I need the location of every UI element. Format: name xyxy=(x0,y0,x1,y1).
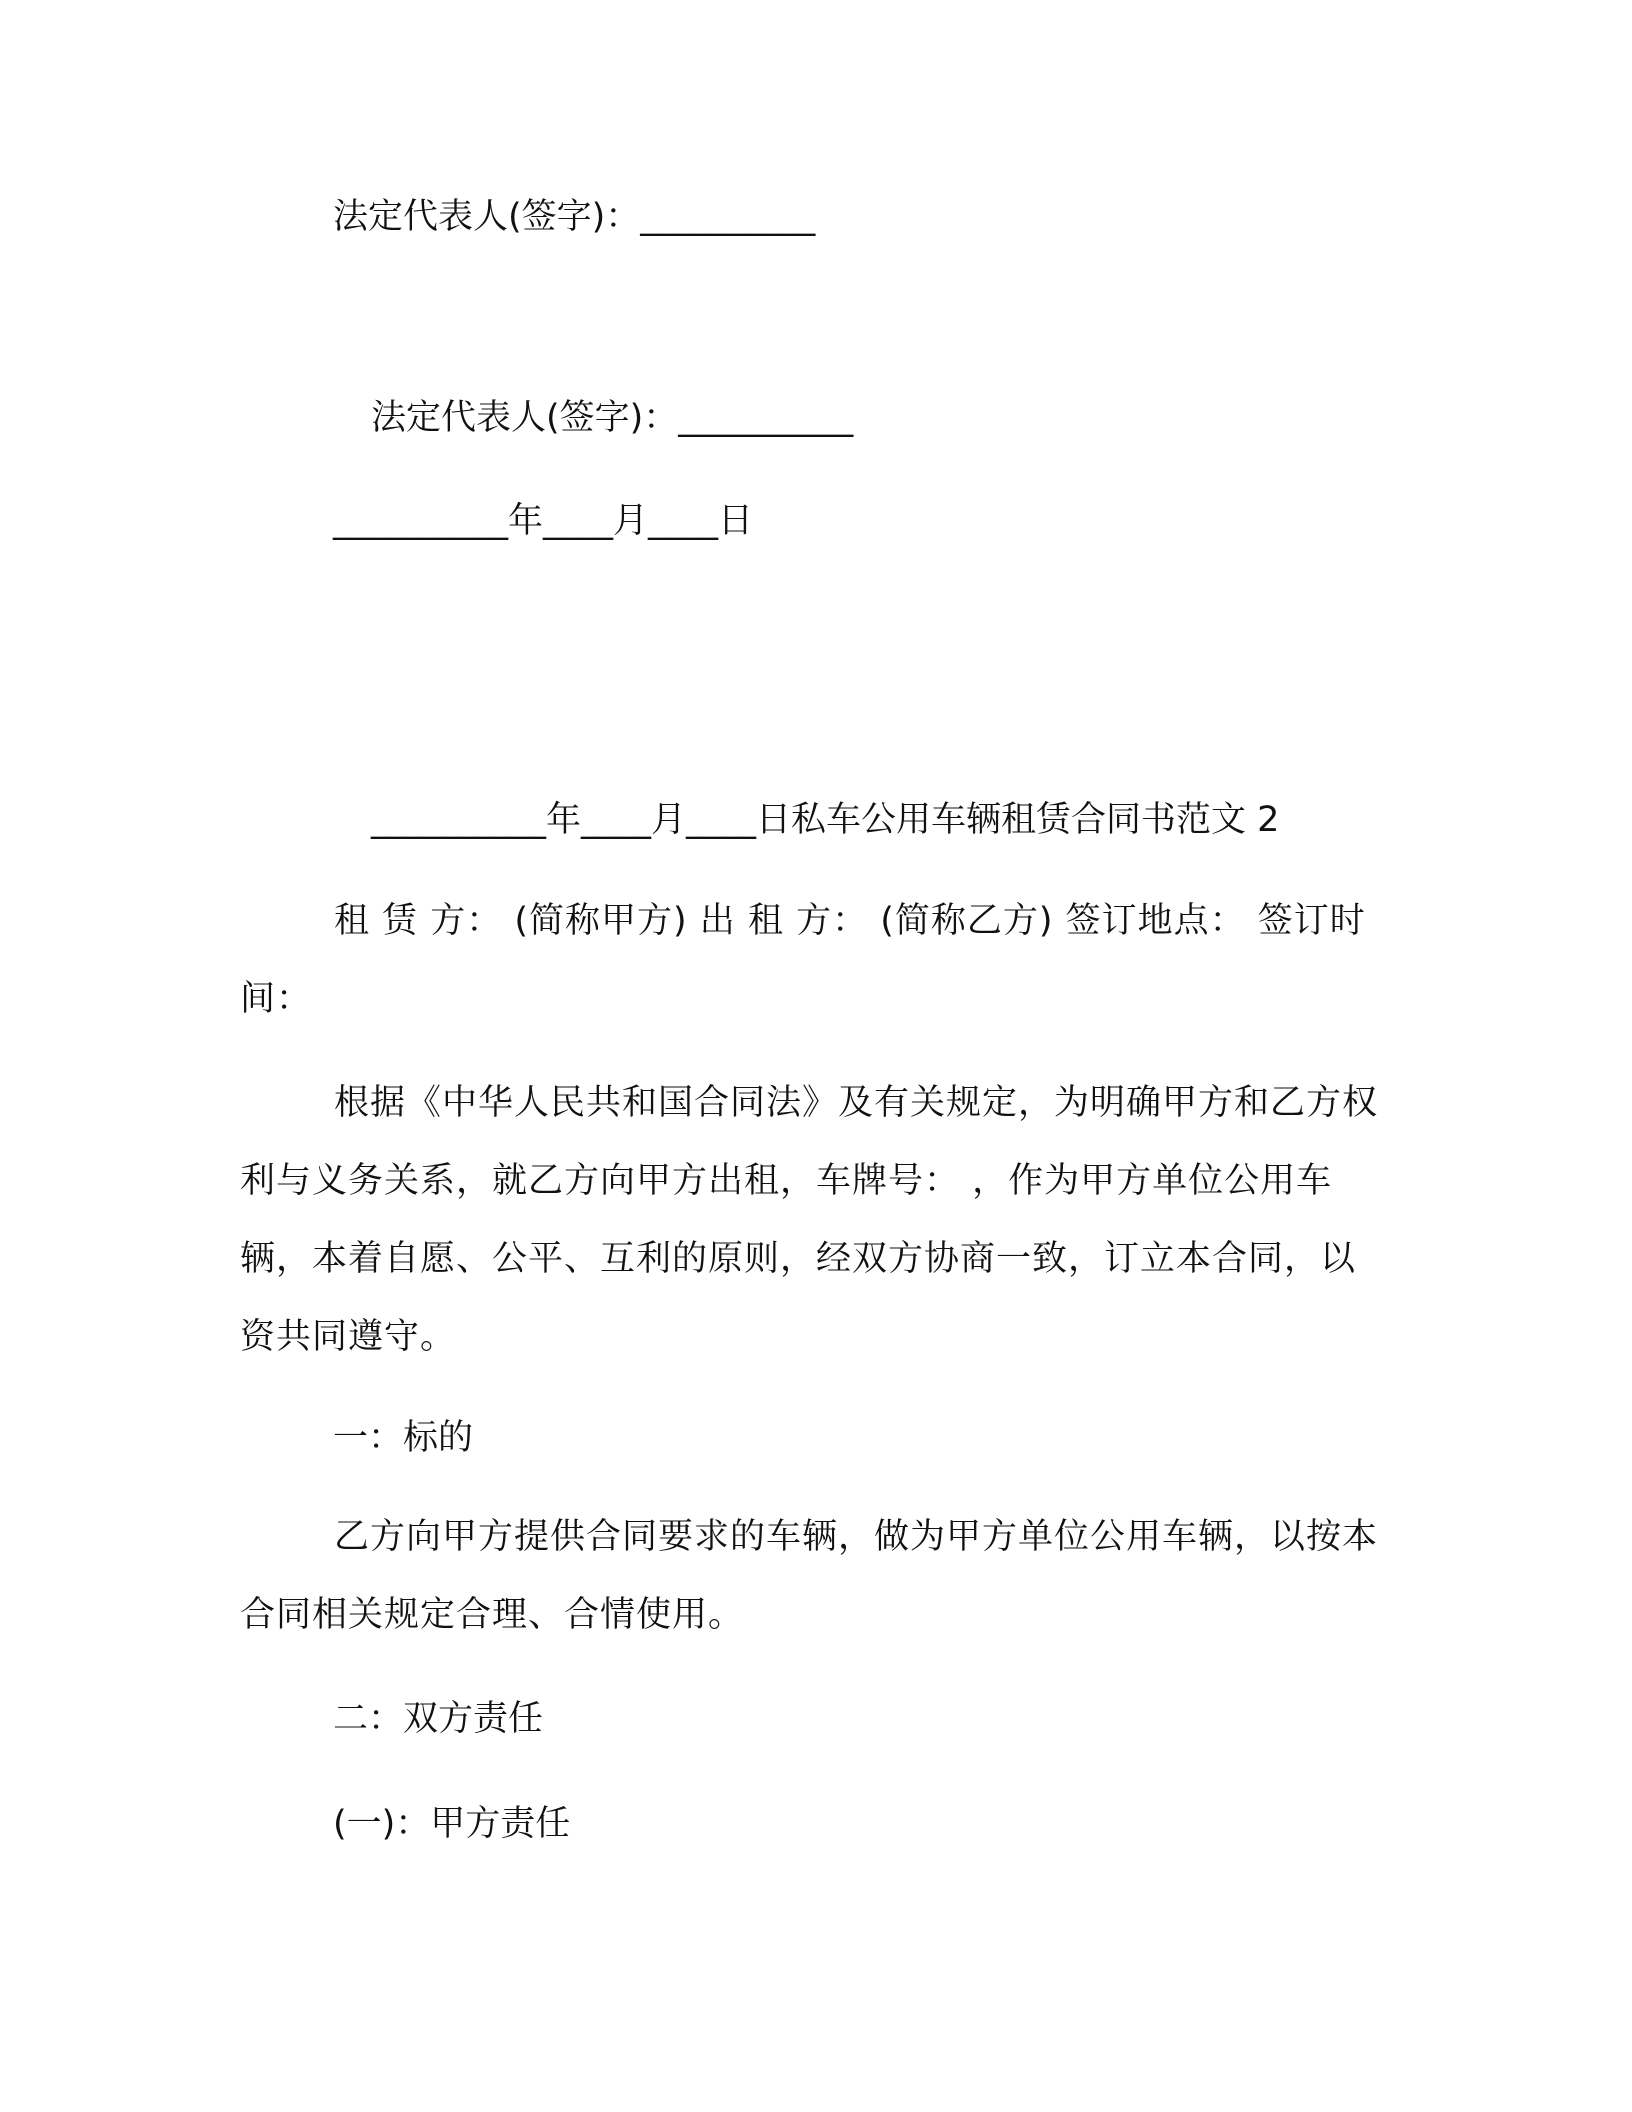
section-2-heading: 二：双方责任 xyxy=(333,1699,544,1739)
section-1-body: 乙方向甲方提供合同要求的车辆，做为甲方单位公用车辆，以按本合同相关规定合理、合情使用。 xyxy=(240,1517,1379,1635)
signature-date-line: __________年____月____日 xyxy=(333,501,754,541)
parties-paragraph: 租 赁 方： (简称甲方) 出 租 方： (简称乙方) 签订地点： 签订时间： xyxy=(240,901,1366,1019)
subsection-1-heading: (一)：甲方责任 xyxy=(333,1804,571,1844)
legal-representative-signature-line: 法定代表人(签字)：__________ xyxy=(333,197,816,237)
section-1-heading: 一：标的 xyxy=(333,1418,474,1458)
preamble-paragraph: 根据《中华人民共和国合同法》及有关规定，为明确甲方和乙方权利与义务关系，就乙方向甲方出租，车牌号： ，作为甲方单位公用车辆，本着自愿、公平、互利的原则，经双方协商一致，订立本合同，以资共同遵守。 xyxy=(240,1083,1379,1357)
document-title: __________年____月____日私车公用车辆租赁合同书范文 2 xyxy=(371,800,1280,840)
legal-representative-signature-line-2: 法定代表人(签字)：__________ xyxy=(371,398,854,438)
